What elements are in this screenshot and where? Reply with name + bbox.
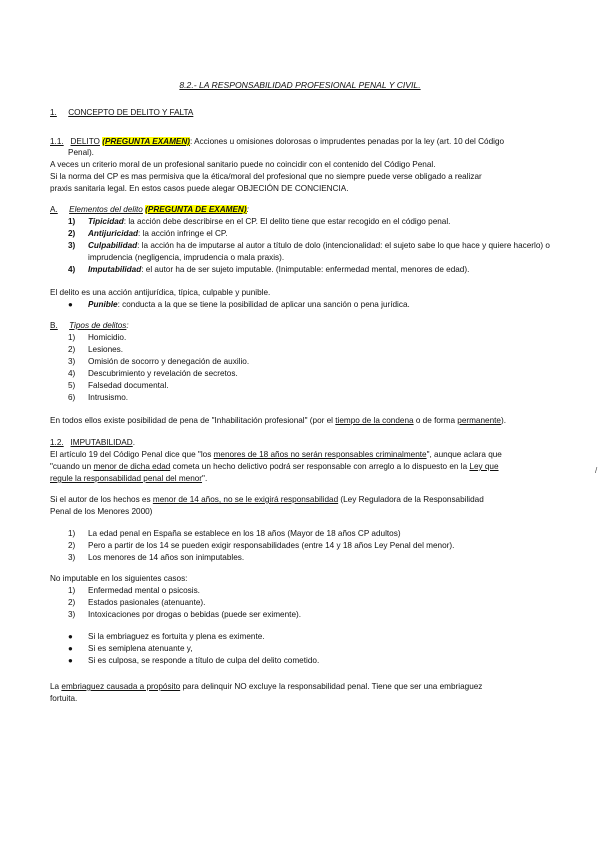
text: (Ley Reguladora de la Responsabilidad <box>338 495 484 504</box>
text: El artículo 19 del Código Penal dice que "los <box>50 450 214 459</box>
item-term: Culpabilidad <box>88 241 138 250</box>
item-text: Estados pasionales (atenuante). <box>88 598 206 607</box>
list-item <box>68 332 126 343</box>
item-number: 4) <box>68 265 76 274</box>
item-text: Pero a partir de los 14 se pueden exigir responsabilidades (entre 14 y 18 años Ley Penal del menor). <box>88 541 455 550</box>
list-item <box>68 552 244 563</box>
paragraph: praxis sanitaria legal. En estos casos puede alegar OBJECIÓN DE CONCIENCIA. <box>50 184 349 193</box>
list-letter: B. <box>50 321 58 330</box>
paragraph <box>50 415 506 426</box>
list-item <box>68 609 301 620</box>
underlined-text: tiempo de la condena <box>335 416 414 425</box>
item-number: 1) <box>68 529 76 538</box>
bullet-icon: ● <box>68 644 73 653</box>
dot: . <box>132 438 135 447</box>
item-term: Imputabilidad <box>88 265 142 274</box>
item-text: : la acción ha de imputarse al autor a título de dolo (intencionalidad: el sujeto sabe lo que hace y quiere hacerlo) o <box>137 241 550 250</box>
subsection-number: 1.2. <box>50 438 64 447</box>
underlined-text: menor de dicha edad <box>93 462 171 471</box>
bullet-item <box>68 631 265 642</box>
underlined-text: menores de 18 años no serán responsables criminalmente <box>213 450 427 459</box>
item-number: 3) <box>68 241 76 250</box>
item-text: Los menores de 14 años son inimputables. <box>88 553 245 562</box>
item-text: Si la embriaguez es fortuita y plena es eximente. <box>88 632 265 641</box>
item-text: Si es semiplena atenuante y, <box>88 644 193 653</box>
text: ", aunque aclara que <box>426 450 502 459</box>
subsection-heading <box>50 437 135 448</box>
list-item <box>68 392 128 403</box>
underlined-text: embriaguez causada a propósito <box>61 682 181 691</box>
item-number: 5) <box>68 381 76 390</box>
item-number: 2) <box>68 229 76 238</box>
bullet-item <box>68 655 319 666</box>
paragraph: Penal de los Menores 2000) <box>50 507 153 516</box>
list-letter: A. <box>50 205 58 214</box>
item-text: Intrusismo. <box>88 393 129 402</box>
elements-title: Elementos del delito <box>69 205 143 214</box>
paragraph <box>50 449 502 460</box>
list-item <box>68 344 123 355</box>
bullet-item <box>68 299 410 310</box>
exam-highlight: (PREGUNTA EXAMEN) <box>102 137 191 146</box>
paragraph <box>50 494 484 505</box>
bullet-icon: ● <box>68 632 73 641</box>
item-text: : la acción debe describirse en el CP. El delito tiene que estar recogido en el código penal. <box>123 217 451 226</box>
item-text: Descubrimiento y revelación de secretos. <box>88 369 238 378</box>
item-number: 1) <box>68 217 76 226</box>
item-text: : conducta a la que se tiene la posibilidad de aplicar una sanción o pena jurídica. <box>117 300 410 309</box>
item-text: : el autor ha de ser sujeto imputable. (Inimputable: enfermedad mental, menores de edad). <box>141 265 470 274</box>
item-text: Si es culposa, se responde a título de culpa del delito cometido. <box>88 656 320 665</box>
item-text: Homicidio. <box>88 333 127 342</box>
item-number: 3) <box>68 553 76 562</box>
colon: : <box>126 321 129 330</box>
list-item <box>68 540 454 551</box>
item-number: 1) <box>68 586 76 595</box>
text: para delinquir NO excluye la responsabilidad penal. Tiene que ser una embriaguez <box>180 682 483 691</box>
paragraph <box>50 681 482 692</box>
stray-mark: / <box>595 466 598 475</box>
elements-heading <box>50 204 249 215</box>
item-text: Intoxicaciones por drogas o bebidas (puede ser eximente). <box>88 610 301 619</box>
list-item <box>68 585 200 596</box>
list-item <box>68 240 550 251</box>
list-item <box>68 597 205 608</box>
underlined-text: permanente <box>457 416 501 425</box>
paragraph <box>50 473 207 484</box>
bullet-icon: ● <box>68 656 73 665</box>
colon: : <box>246 205 249 214</box>
text: En todos ellos existe posibilidad de pena de "Inhabilitación profesional" (por el <box>50 416 336 425</box>
delito-definition <box>50 136 504 147</box>
list-item <box>68 528 401 539</box>
text: "cuando un <box>50 462 94 471</box>
text: ). <box>500 416 506 425</box>
underlined-text: Ley que <box>469 462 499 471</box>
list-item <box>68 356 249 367</box>
types-heading <box>50 320 129 331</box>
item-term: Tipicidad <box>88 217 124 226</box>
subsection-label: IMPUTABILIDAD <box>70 438 133 447</box>
list-item <box>68 228 228 239</box>
item-number: 1) <box>68 333 76 342</box>
item-text: Enfermedad mental o psicosis. <box>88 586 200 595</box>
item-text: : la acción infringe el CP. <box>138 229 228 238</box>
section-number: 1. <box>50 108 57 117</box>
item-text: Lesiones. <box>88 345 124 354</box>
underlined-text: menor de 14 años, no se le exigirá responsabilidad <box>152 495 339 504</box>
list-item <box>68 368 238 379</box>
section-title: CONCEPTO DE DELITO Y FALTA <box>68 108 194 117</box>
bullet-item <box>68 643 193 654</box>
item-number: 6) <box>68 393 76 402</box>
item-text: Falsedad documental. <box>88 381 169 390</box>
item-number: 4) <box>68 369 76 378</box>
subsection-number: 1.1. <box>50 137 64 146</box>
paragraph: A veces un criterio moral de un profesional sanitario puede no coincidir con el contenido del Código Penal. <box>50 160 436 169</box>
item-number: 3) <box>68 610 76 619</box>
page-title: 8.2.- LA RESPONSABILIDAD PROFESIONAL PENAL Y CIVIL. <box>179 80 421 90</box>
text: La <box>50 682 62 691</box>
item-term: Antijuricidad <box>88 229 139 238</box>
text: cometa un hecho delictivo podrá ser responsable con arreglo a lo dispuesto en la <box>170 462 470 471</box>
text: ". <box>202 474 208 483</box>
definition-continuation: Penal). <box>68 148 94 157</box>
section-heading <box>50 107 193 118</box>
subsection-label: DELITO <box>70 137 100 146</box>
paragraph <box>50 461 499 472</box>
types-title: Tipos de delitos <box>69 321 127 330</box>
paragraph: fortuita. <box>50 694 78 703</box>
item-term: Punible <box>88 300 118 309</box>
item-number: 3) <box>68 357 76 366</box>
text: o de forma <box>413 416 458 425</box>
list-item <box>68 380 169 391</box>
list-item <box>68 264 469 275</box>
paragraph: El delito es una acción antijurídica, típica, culpable y punible. <box>50 288 271 297</box>
underlined-text: regule la responsabilidad penal del menor <box>50 474 203 483</box>
list-item-continuation: imprudencia (negligencia, imprudencia o mala praxis). <box>88 253 285 262</box>
item-number: 2) <box>68 345 76 354</box>
exam-highlight: (PREGUNTA DE EXAMEN) <box>145 205 247 214</box>
item-number: 2) <box>68 598 76 607</box>
item-number: 2) <box>68 541 76 550</box>
list-item <box>68 216 450 227</box>
paragraph: No imputable en los siguientes casos: <box>50 574 188 583</box>
paragraph: Si la norma del CP es mas permisiva que la ética/moral del profesional que no siempre puede verse obligado a realizar <box>50 172 482 181</box>
definition-text: : Acciones u omisiones dolorosas o imprudentes penadas por la ley (art. 10 del Código <box>190 137 505 146</box>
item-text: La edad penal en España se establece en los 18 años (Mayor de 18 años CP adultos) <box>88 529 401 538</box>
bullet-icon: ● <box>68 300 73 309</box>
item-text: Omisión de socorro y denegación de auxilio. <box>88 357 250 366</box>
text: Si el autor de los hechos es <box>50 495 153 504</box>
